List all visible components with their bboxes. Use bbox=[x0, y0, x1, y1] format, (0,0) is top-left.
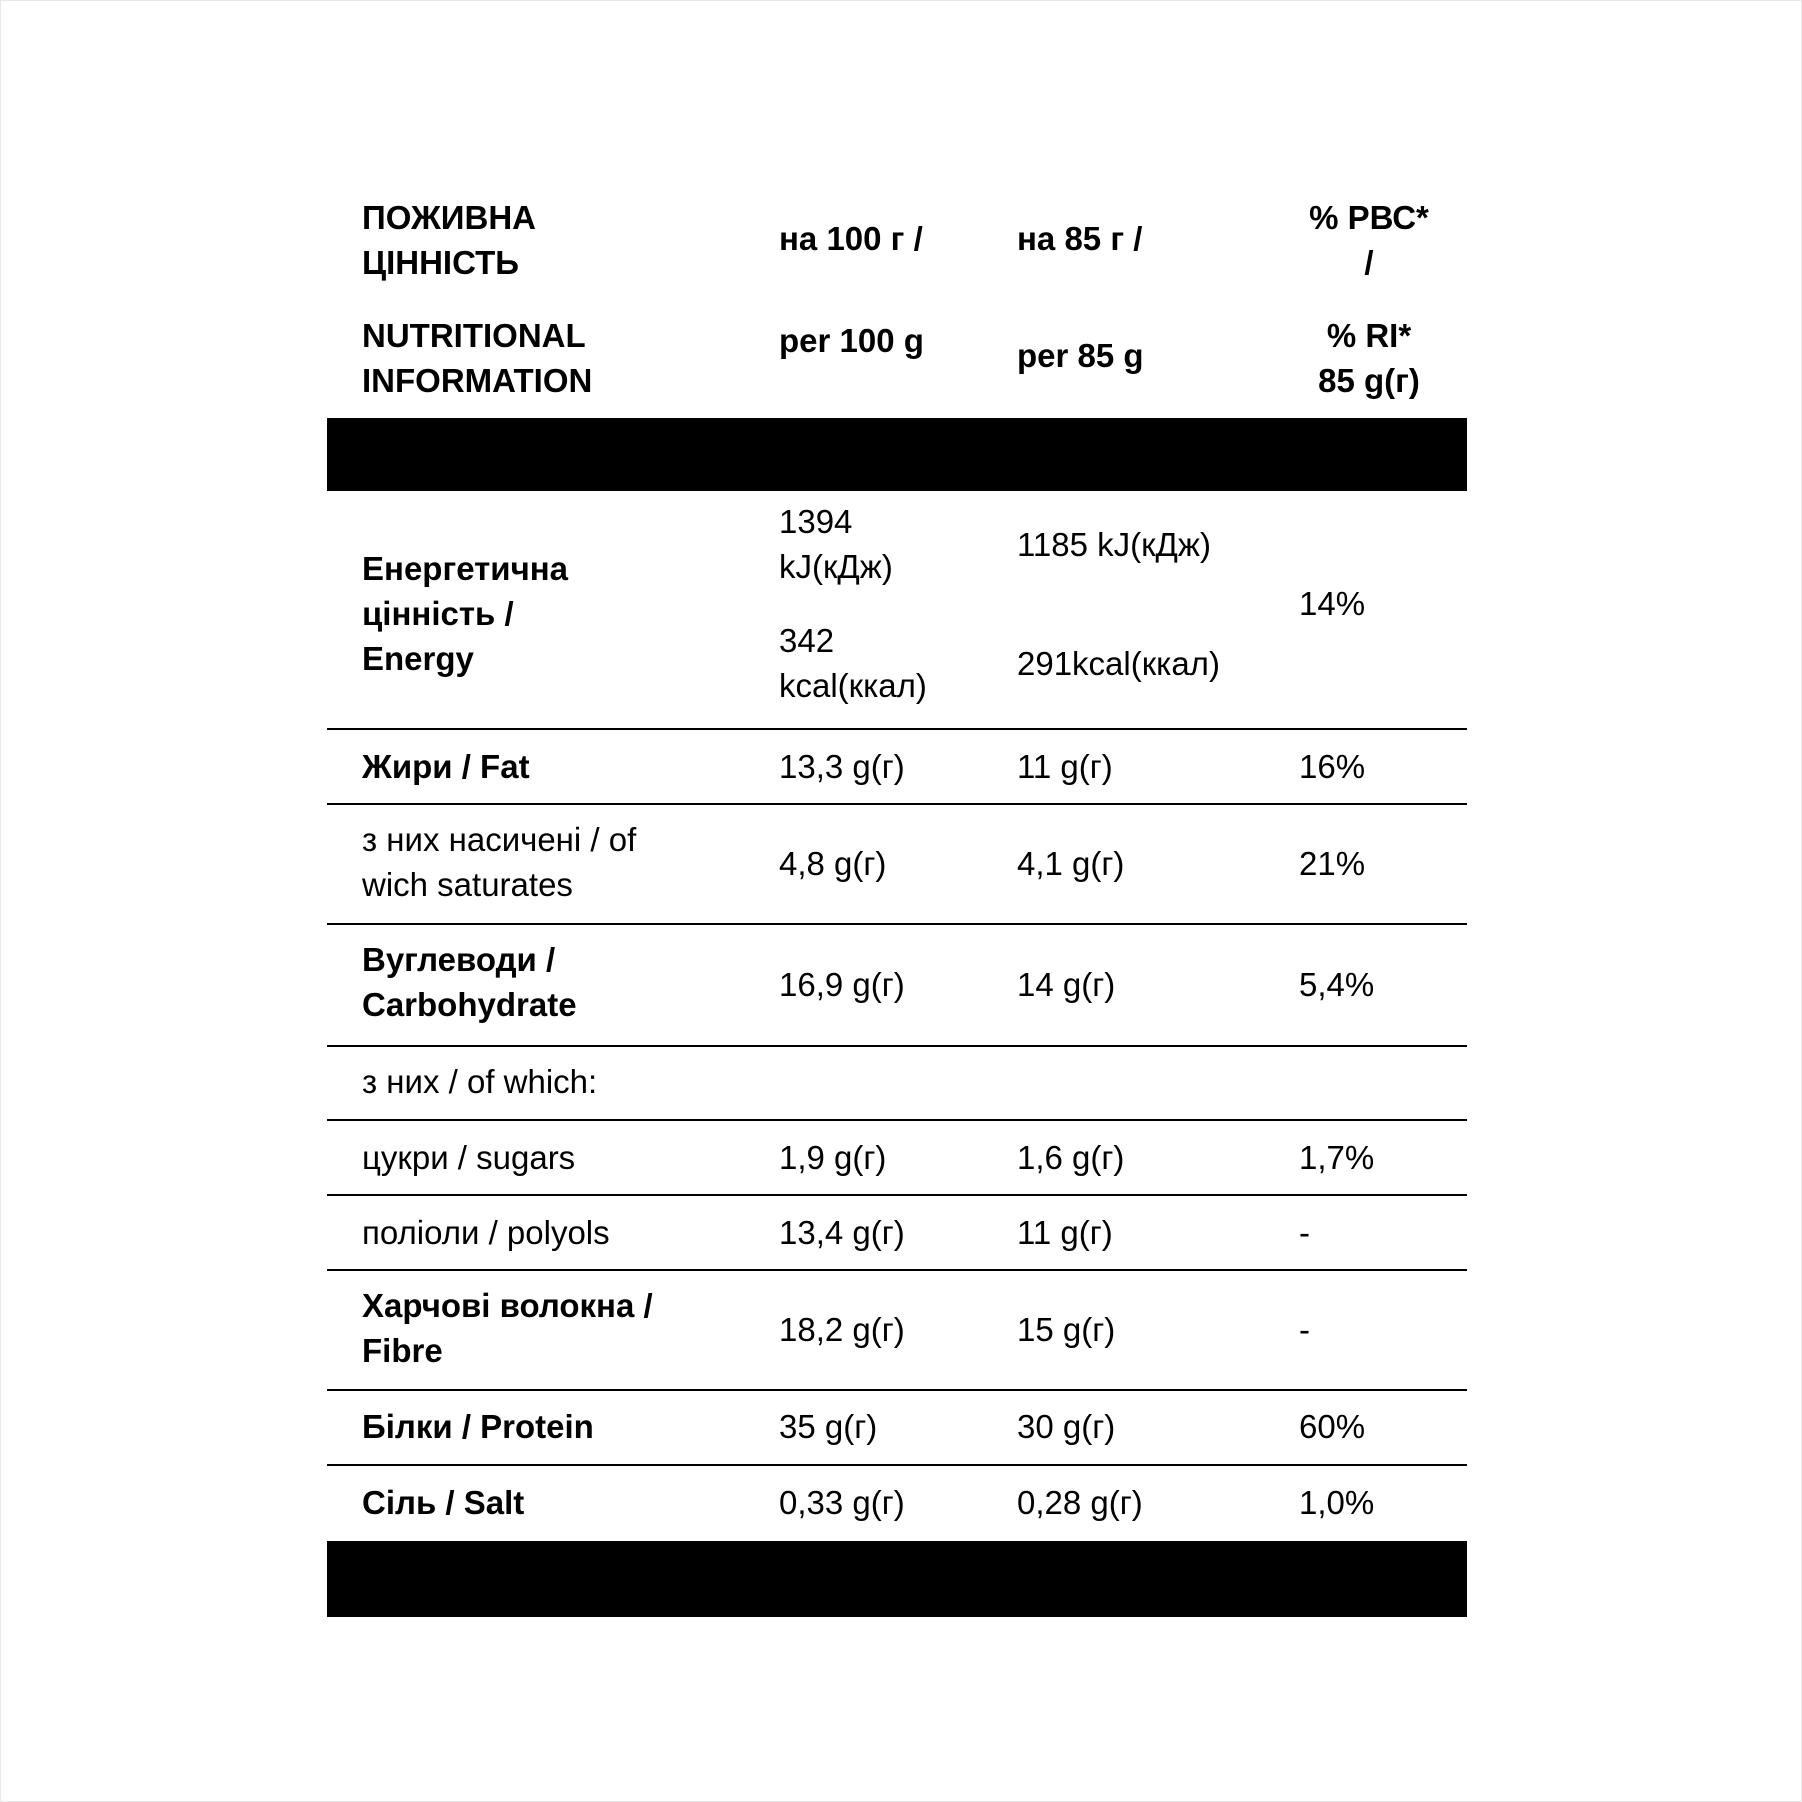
header-divider-bar bbox=[327, 418, 1467, 491]
energy-per100-kcal-line1: 342 bbox=[779, 622, 835, 659]
header-ri-ua-line1: % РВС* bbox=[1309, 199, 1429, 236]
row-per85: 4,1 g(г) bbox=[1017, 845, 1125, 882]
row-name: з них / of which: bbox=[362, 1063, 598, 1100]
row-name: Білки / Protein bbox=[362, 1408, 594, 1445]
row-ri: 60% bbox=[1299, 1408, 1366, 1445]
table-row bbox=[327, 1271, 1467, 1391]
header-ri-ua-line2: / bbox=[1364, 244, 1374, 281]
energy-ri: 14% bbox=[1299, 585, 1366, 622]
row-name: Жири / Fat bbox=[362, 748, 530, 785]
row-name: Сіль / Salt bbox=[362, 1484, 525, 1521]
header-per85-ua: на 85 г / bbox=[1017, 220, 1143, 257]
table-row bbox=[327, 925, 1467, 1047]
energy-per85-kcal: 291kcal(ккал) bbox=[1017, 645, 1220, 682]
row-per85: 11 g(г) bbox=[1017, 1214, 1113, 1251]
row-per85: 15 g(г) bbox=[1017, 1311, 1116, 1348]
table-header bbox=[327, 180, 1467, 418]
row-name-line2: wich saturates bbox=[362, 866, 573, 903]
row-name-line1: Вуглеводи / bbox=[362, 941, 556, 978]
header-name-en-line1: NUTRITIONAL bbox=[362, 317, 586, 354]
row-per85: 1,6 g(г) bbox=[1017, 1139, 1125, 1176]
header-name-ua-line1: ПОЖИВНА bbox=[362, 199, 536, 236]
row-name: цукри / sugars bbox=[362, 1139, 576, 1176]
energy-per100-kj-line1: 1394 bbox=[779, 503, 853, 540]
nutrition-table bbox=[327, 180, 1467, 1617]
row-per100: 1,9 g(г) bbox=[779, 1139, 887, 1176]
row-ri: - bbox=[1299, 1214, 1310, 1251]
header-ri-en-line2: 85 g(г) bbox=[1318, 362, 1420, 399]
header-name-ua-line2: ЦІННІСТЬ bbox=[362, 244, 519, 281]
row-ri: 1,0% bbox=[1299, 1484, 1375, 1521]
footer-bar bbox=[327, 1541, 1467, 1617]
row-ri: 21% bbox=[1299, 845, 1366, 882]
row-per100: 16,9 g(г) bbox=[779, 966, 905, 1003]
row-name: поліоли / polyols bbox=[362, 1214, 610, 1251]
header-per100-ua: на 100 г / bbox=[779, 220, 923, 257]
table-row bbox=[327, 1391, 1467, 1466]
row-name-line2: Fibre bbox=[362, 1332, 443, 1369]
table-row bbox=[327, 730, 1467, 805]
row-ri: 16% bbox=[1299, 748, 1366, 785]
row-per100: 4,8 g(г) bbox=[779, 845, 887, 882]
row-name-line1: Харчові волокна / bbox=[362, 1287, 653, 1324]
row-per100: 35 g(г) bbox=[779, 1408, 878, 1445]
table-row bbox=[327, 1466, 1467, 1541]
energy-name-line3: Energy bbox=[362, 640, 474, 677]
row-per100: 0,33 g(г) bbox=[779, 1484, 905, 1521]
table-row-energy bbox=[327, 491, 1467, 730]
row-per100: 13,3 g(г) bbox=[779, 748, 905, 785]
energy-name-line2: цінність / bbox=[362, 595, 514, 632]
table-row bbox=[327, 1196, 1467, 1271]
header-name-en-line2: INFORMATION bbox=[362, 362, 593, 399]
row-ri: 1,7% bbox=[1299, 1139, 1375, 1176]
row-name-line1: з них насичені / of bbox=[362, 821, 637, 858]
header-per100-en: per 100 g bbox=[779, 322, 924, 359]
energy-name-line1: Енергетична bbox=[362, 550, 569, 587]
table-row bbox=[327, 1047, 1467, 1121]
row-per85: 14 g(г) bbox=[1017, 966, 1116, 1003]
energy-per85-kj: 1185 kJ(кДж) bbox=[1017, 526, 1211, 563]
row-ri: 5,4% bbox=[1299, 966, 1375, 1003]
energy-per100-kcal-line2: kcal(ккал) bbox=[779, 667, 927, 704]
table-row bbox=[327, 1121, 1467, 1196]
table-row bbox=[327, 805, 1467, 925]
row-per85: 0,28 g(г) bbox=[1017, 1484, 1143, 1521]
row-per100: 13,4 g(г) bbox=[779, 1214, 905, 1251]
row-per85: 30 g(г) bbox=[1017, 1408, 1116, 1445]
row-name-line2: Carbohydrate bbox=[362, 986, 577, 1023]
row-ri: - bbox=[1299, 1311, 1310, 1348]
header-per85-en: per 85 g bbox=[1017, 337, 1144, 374]
row-per85: 11 g(г) bbox=[1017, 748, 1113, 785]
header-ri-en-line1: % RI* bbox=[1326, 317, 1412, 354]
row-per100: 18,2 g(г) bbox=[779, 1311, 905, 1348]
energy-per100-kj-line2: kJ(кДж) bbox=[779, 548, 893, 585]
